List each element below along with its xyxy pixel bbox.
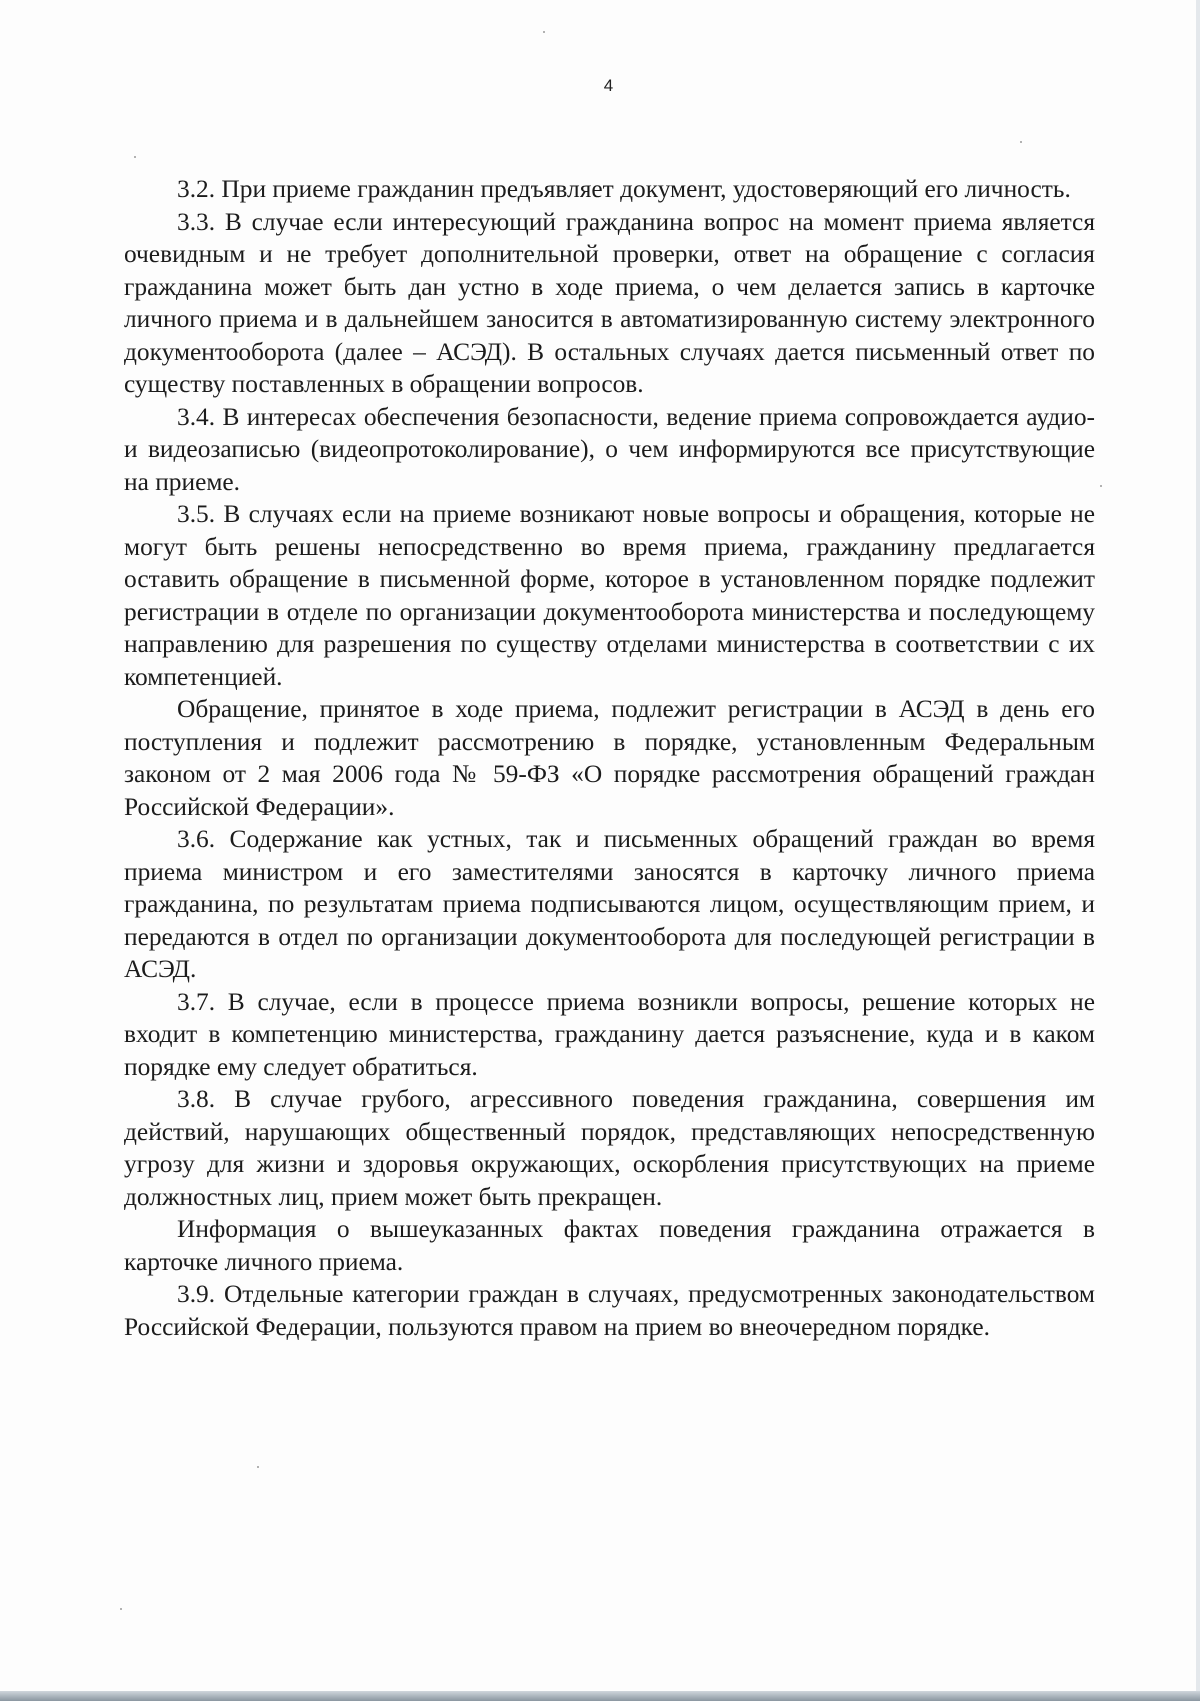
paragraph-3-8-information: Информация о вышеуказанных фактах поведения гражданина отражается в карточке личного приема. [124,1215,1095,1276]
paragraph-3-4: 3.4. В интересах обеспечения безопасности, ведение приема сопровождается аудио-и видеозаписью (видеопротоколирование), о чем информируются все присутствующие на приеме. [124,402,1095,496]
paragraph-3-2: 3.2. При приеме гражданин предъявляет документ, удостоверяющий его личность. [177,175,1071,203]
scan-speck [543,31,545,33]
paragraph-3-3: 3.3. В случае если интересующий гражданина вопрос на момент приема является очевидным и не требует дополнительной проверки, ответ на обращение с согласия гражданина может быть дан устно в ходе приема, о чем делается запись в карточке личного приема и в дальнейшем заносится в автоматизированную систему электронного документооборота (далее – АСЭД). В остальных случаях дается письменный ответ по существу поставленных в обращении вопросов. [124,207,1095,398]
scan-speck [1100,485,1102,487]
scan-edge-right [1196,0,1200,1701]
paragraph-3-5-registration: Обращение, принятое в ходе приема, подлежит регистрации в АСЭД в день его поступления и подлежит рассмотрению в порядке, установленным Федеральным законом от 2 мая 2006 года № 59-ФЗ «О порядке рассмотрения обращений граждан Российской Федерации». [124,695,1095,821]
paragraph-3-9: 3.9. Отдельные категории граждан в случаях, предусмотренных законодательством Российской Федерации, пользуются правом на прием во внеочередном порядке. [124,1280,1095,1341]
document-body [124,173,1095,1343]
paragraph-3-6: 3.6. Содержание как устных, так и письменных обращений граждан во время приема министром и его заместителями заносятся в карточку личного приема гражданина, по результатам приема подписываются лицом, осуществляющим прием, и передаются в отдел по организации документооборота для последующей регистрации в АСЭД. [124,825,1095,983]
page-number: 4 [603,76,614,95]
scan-speck [257,1466,259,1468]
paragraph-3-8: 3.8. В случае грубого, агрессивного поведения гражданина, совершения им действий, нарушающих общественный порядок, представляющих непосредственную угрозу для жизни и здоровья окружающих, оскорбления присутствующих на приеме должностных лиц, прием может быть прекращен. [124,1085,1095,1211]
scan-speck [134,156,136,158]
scan-edge-bottom [0,1691,1200,1701]
paragraph-3-5: 3.5. В случаях если на приеме возникают новые вопросы и обращения, которые не могут быть решены непосредственно во время приема, гражданину предлагается оставить обращение в письменной форме, которое в установленном порядке подлежит регистрации в отделе по организации документооборота министерства и последующему направлению для разрешения по существу отделами министерства в соответствии с их компетенцией. [124,500,1095,691]
scan-speck [1020,141,1022,143]
paragraph-3-7: 3.7. В случае, если в процессе приема возникли вопросы, решение которых не входит в компетенцию министерства, гражданину дается разъяснение, куда и в каком порядке ему следует обратиться. [124,987,1095,1081]
scan-speck [120,1608,122,1610]
